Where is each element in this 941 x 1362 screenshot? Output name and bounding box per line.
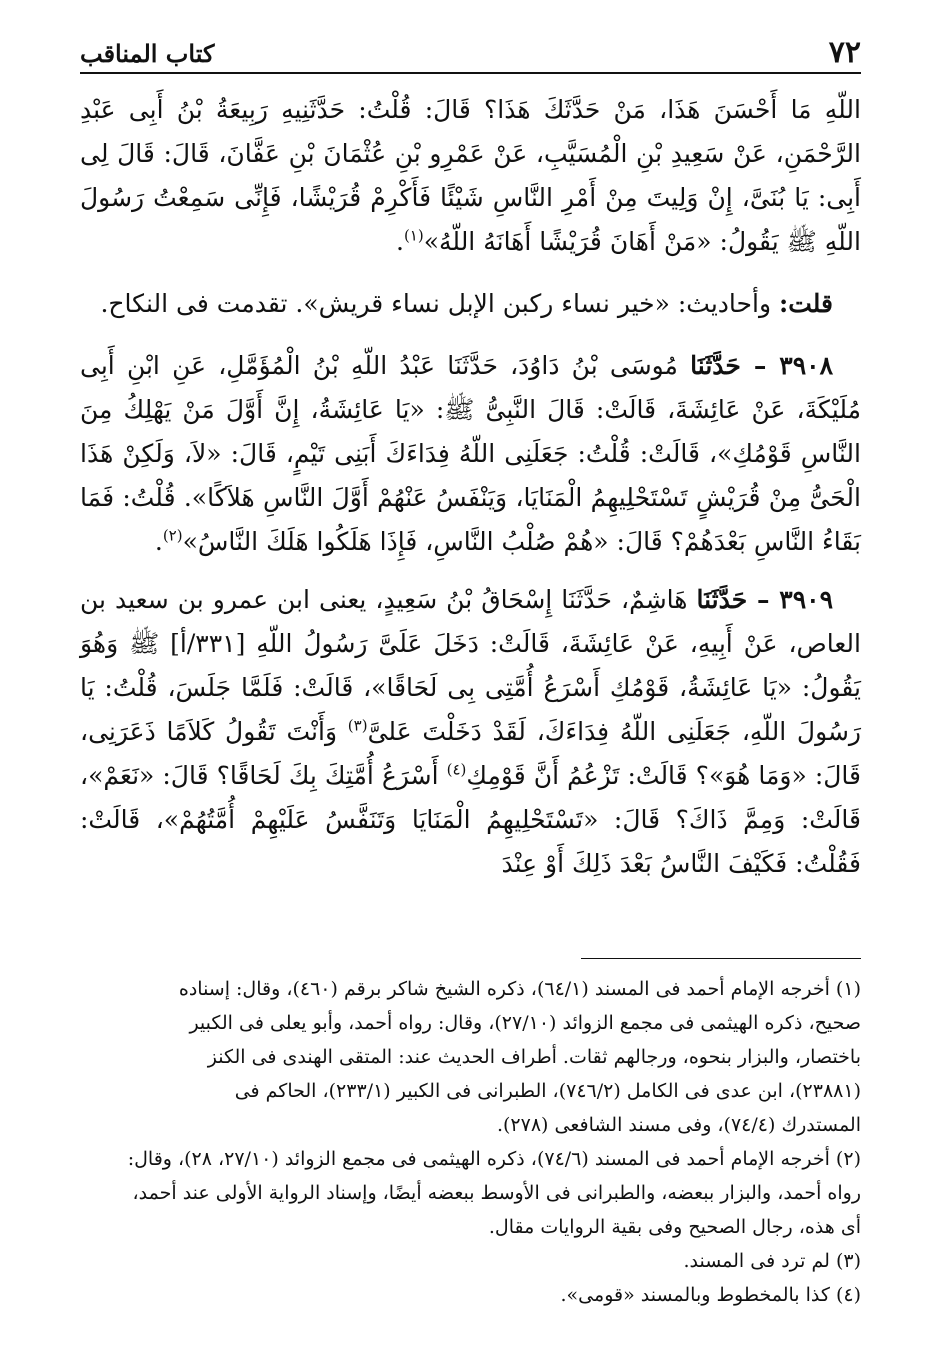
footnote-line: المستدرك (٧٤/٤)، وفى مسند الشافعى (٢٧٨). [496, 1114, 861, 1136]
main-text [80, 88, 861, 886]
page-number: ٧٢ [828, 35, 861, 70]
footnote-line: رواه أحمد، والبزار ببعضه، والطبرانى فى الأوسط ببعضه أيضًا، وإسناد الرواية الأولى عند أحمد، [132, 1182, 861, 1204]
footnote-line: باختصار، والبزار بنحوه، ورجالهم ثقات. أطراف الحديث عند: المتقى الهندى فى الكنز [207, 1046, 861, 1068]
hadith-number-label: ٣٩٠٩ – حَدَّثَنَا [696, 585, 833, 614]
footnote-3 [80, 1244, 861, 1278]
footnote-line: (٤) كذا بالمخطوط وبالمسند «قومى». [560, 1284, 861, 1306]
book-title: كتاب المناقب [80, 39, 215, 68]
footnote-line: أى هذه، رجال الصحيح وفى بقية الروايات مقال. [488, 1216, 861, 1238]
note-text: وأحاديث: «خير نساء ركبن الإبل نساء قريش». تقدمت فى النكاح. [100, 289, 779, 318]
hadith-text-continued: وَأَنْتَ تَقُولُ كَلاَمًا ذَعَرَنِى، قَالَ: «وَمَا هُوَ»؟ قَالَتْ: تَزْعُمُ أَنَّ قَوْمِكِ [80, 717, 861, 790]
footnote-4 [80, 1278, 861, 1312]
footnotes [80, 972, 861, 1312]
hadith-text: هَاشِمٌ، حَدَّثَنَا إِسْحَاقُ بْنُ سَعِيدٍ، يعنى ابن عمرو بن سعيد بن العاص، عَنْ أَبِيهِ، عَنْ عَائِشَةَ، قَالَتْ: دَخَلَ عَلَىَّ رَسُولُ اللّهِ [٣٣١/أ] ﷺ وَهُوَ يَقُولُ: «يَا عَائِشَةُ، قَوْمُكِ أَسْرَعُ أُمَّتِى بِى لَحَاقًا»، قَالَتْ: فَلَمَّا جَلَسَ، قُلْتُ: يَا رَسُولَ اللّهِ، جَعَلَنِى اللّهُ فِدَاءَكَ، لَقَدْ دَخَلْتَ عَلىَّ [80, 585, 862, 746]
editor-note [80, 282, 861, 326]
footnote-divider [581, 958, 861, 959]
footnote-ref: (٤) [446, 760, 467, 779]
paragraph-text: اللّهِ مَا أَحْسَنَ هَذَا، مَنْ حَدَّثَكَ هَذَا؟ قَالَ: قُلْتُ: حَدَّثَنِيهِ رَبِيعَةُ بْنُ أَبِى عَبْدِ الرَّحْمَنِ، عَنْ سَعِيدِ بْنِ الْمُسَيَّبِ، عَنْ عَمْرِو بْنِ عُثْمَانَ بْنِ عَفَّانَ، قَالَ: قَالَ لِى أَبِى: يَا بُنَىَّ، إِنْ وَلِيتَ مِنْ أَمْرِ النَّاسِ شَيْئًا فَأَكْرِمْ قُرَيْشًا، فَإِنِّى سَمِعْتُ رَسُولَ اللّهِ ﷺ يَقُولُ: «مَنْ أَهَانَ قُرَيْشًا أَهَانَهُ اللّهُ» [80, 95, 862, 256]
hadith-text: مُوسَى بْنُ دَاوُدَ، حَدَّثَنَا عَبْدُ اللّهِ بْنُ الْمُؤَمَّلِ، عَنِ ابْنِ أَبِى مُلَيْكَةَ، عَنْ عَائِشَةَ، قَالَتْ: قَالَ النَّبِىُّ ﷺ: «يَا عَائِشَةُ، إِنَّ أَوَّلَ مَنْ يَهْلِكُ مِنَ النَّاسِ قَوْمُكِ»، قَالَتْ: قُلْتُ: جَعَلَنِى اللّهُ فِدَاءَكَ أَبَنِى تَيْمٍ، قَالَ: «لاَ، وَلَكِنْ هَذَا الْحَىُّ مِنْ قُرَيْشٍ تَسْتَحْلِيهِمُ الْمَنَايَا، وَيَنْفَسُ عَنْهُمْ أَوَّلَ النَّاسِ هَلاَكًا». قُلْتُ: فَمَا بَقَاءُ النَّاسِ بَعْدَهُمْ؟ قَالَ: «هُمْ صُلْبُ النَّاسِ، فَإِذَا هَلَكُوا هَلَكَ النَّاسُ» [80, 351, 861, 556]
footnote-1 [80, 972, 861, 1142]
hadith-number-label: ٣٩٠٨ – حَدَّثَنَا [690, 351, 833, 380]
footnote-line: (٣) لم ترد فى المسند. [683, 1250, 861, 1272]
paragraph-continuation [80, 88, 861, 264]
paragraph-end: . [395, 227, 404, 256]
footnote-line: (٢٣٨٨١)، ابن عدى فى الكامل (٧٤٦/٢)، الطبرانى فى الكبير (٢٣٣/١)، الحاكم فى [234, 1080, 861, 1102]
footnote-ref: (٣) [347, 716, 368, 735]
hadith-3909 [80, 578, 861, 886]
page-header [80, 30, 861, 74]
footnote-ref: (١) [403, 226, 424, 245]
footnote-line: صحيح، ذكره الهيثمى فى مجمع الزوائد (٢٧/١٠)، وقال: رواه أحمد، وأبو يعلى فى الكبير [189, 1012, 861, 1034]
footnote-2 [80, 1142, 861, 1244]
paragraph-end: . [154, 527, 163, 556]
hadith-text-continued: أَسْرَعُ أُمَّتِكَ بِكَ لَحَاقًا؟ قَالَ: «نَعَمْ»، قَالَتْ: وَمِمَّ ذَاكَ؟ قَالَ: «تَسْتَحْلِيهِمُ الْمَنَايَا وَتَنَفَّسُ عَلَيْهِمْ أُمَّتُهُمْ»، قَالَتْ: فَقُلْتُ: فَكَيْفَ النَّاسُ بَعْدَ ذَلِكَ أَوْ عِنْدَ [80, 761, 861, 878]
footnote-line: (١) أخرجه الإمام أحمد فى المسند (٦٤/١)، ذكره الشيخ شاكر برقم (٤٦٠)، وقال: إسناده [178, 978, 861, 1000]
note-label: قلت: [778, 289, 833, 318]
hadith-3908 [80, 344, 861, 564]
footnote-line: (٢) أخرجه الإمام أحمد فى المسند (٧٤/٦)، ذكره الهيثمى فى مجمع الزوائد (٢٧/١٠، ٢٨)، وقال: [127, 1148, 861, 1170]
footnote-ref: (٢) [162, 526, 183, 545]
